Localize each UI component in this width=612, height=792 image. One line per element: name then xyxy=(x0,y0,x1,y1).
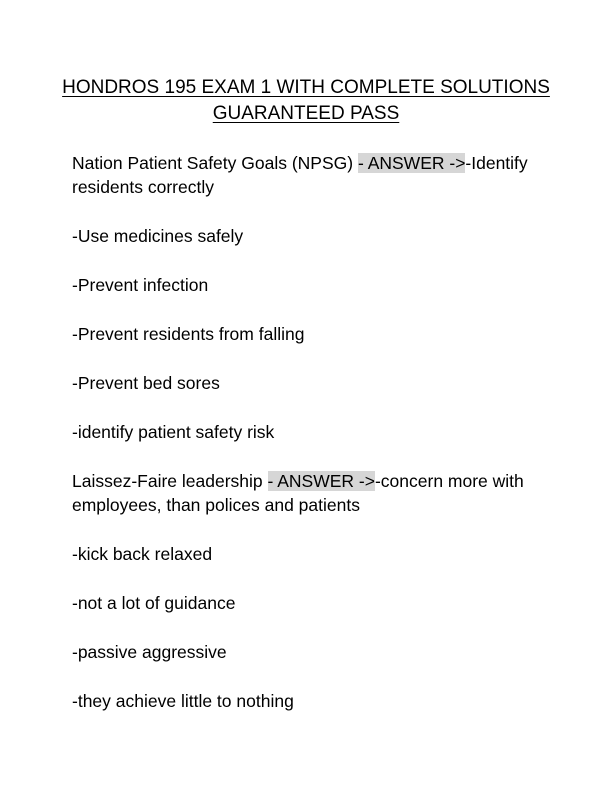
answer-continuation: residents correctly xyxy=(72,177,214,197)
list-item: -kick back relaxed xyxy=(72,544,213,564)
document-title-line-1: HONDROS 195 EXAM 1 WITH COMPLETE SOLUTIONS xyxy=(62,77,550,98)
answer-continuation: employees, than polices and patients xyxy=(72,495,360,515)
list-item: -Prevent residents from falling xyxy=(72,324,305,344)
list-item: -not a lot of guidance xyxy=(72,593,236,613)
answer-text: -concern more with xyxy=(374,471,524,491)
question-npsg xyxy=(72,151,528,175)
list-item: -passive aggressive xyxy=(72,642,227,662)
answer-marker: - ANSWER -> xyxy=(357,153,466,173)
list-item: -they achieve little to nothing xyxy=(72,691,294,711)
question-term: Laissez-Faire leadership xyxy=(72,471,268,491)
question-term: Nation Patient Safety Goals (NPSG) xyxy=(72,153,358,173)
list-item: -Use medicines safely xyxy=(72,226,244,246)
list-item: -identify patient safety risk xyxy=(72,422,275,442)
list-item: -Prevent infection xyxy=(72,275,209,295)
answer-text: -Identify xyxy=(465,153,528,173)
list-item: -Prevent bed sores xyxy=(72,373,220,393)
document-title-line-2: GUARANTEED PASS xyxy=(212,103,400,124)
question-laissez-faire xyxy=(72,469,524,493)
answer-marker: - ANSWER -> xyxy=(267,471,375,491)
